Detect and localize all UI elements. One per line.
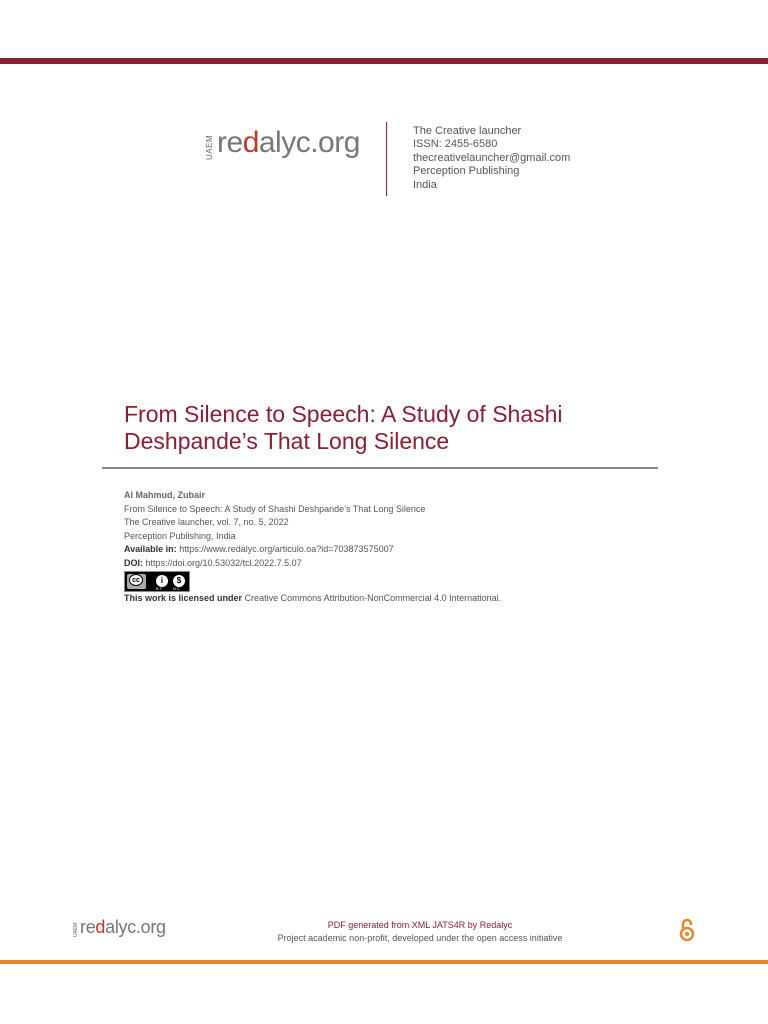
footer-wordmark: redalyc.org bbox=[80, 917, 166, 937]
journal-publisher: Perception Publishing bbox=[413, 165, 520, 178]
doi-link[interactable]: https://doi.org/10.53032/tcl.2022.7.5.07 bbox=[145, 557, 302, 568]
article-author: Al Mahmud, Zubair bbox=[124, 490, 205, 500]
bottom-bar bbox=[0, 960, 768, 964]
top-bar bbox=[0, 58, 768, 64]
footer-redalyc-logo[interactable] bbox=[73, 915, 173, 943]
journal-issn: ISSN: 2455-6580 bbox=[413, 138, 498, 151]
cc-icon: cc bbox=[129, 574, 143, 586]
badge-nc-label: NC bbox=[173, 586, 181, 591]
citation-publisher: Perception Publishing, India bbox=[124, 530, 236, 541]
footer-text bbox=[220, 919, 620, 945]
attribution-icon: i bbox=[155, 574, 169, 588]
journal-email[interactable]: thecreativelauncher@gmail.com bbox=[413, 151, 571, 164]
cc-license-badge[interactable] bbox=[124, 571, 190, 592]
article-metadata bbox=[124, 489, 425, 570]
uaem-label: UAEM bbox=[205, 134, 214, 160]
doi: DOI: https://doi.org/10.53032/tcl.2022.7.5.07 bbox=[124, 557, 302, 568]
badge-by-label: BY bbox=[156, 586, 164, 591]
license-lead: This work is licensed under bbox=[124, 593, 243, 603]
available-link[interactable]: https://www.redalyc.org/articulo.oa?id=703873575007 bbox=[179, 544, 394, 554]
title-rule bbox=[102, 467, 658, 469]
footer-project: Project academic non-profit, developed under the open access initiative bbox=[277, 933, 563, 943]
license-statement bbox=[124, 593, 501, 603]
journal-info bbox=[413, 125, 570, 192]
noncommercial-icon: $ bbox=[172, 574, 186, 588]
available-in: Available in: https://www.redalyc.org/articulo.oa?id=703873575007 bbox=[124, 544, 394, 554]
footer-generated: PDF generated from XML JATS4R by Redalyc bbox=[327, 920, 513, 930]
footer-uaem-label: UAEM bbox=[73, 922, 79, 937]
journal-country: India bbox=[413, 178, 437, 191]
citation-title: From Silence to Speech: A Study of Shashi Deshpande’s That Long Silence bbox=[124, 503, 426, 514]
open-access-icon bbox=[678, 918, 696, 942]
header-divider bbox=[386, 122, 387, 196]
redalyc-logo[interactable] bbox=[203, 118, 373, 168]
article-title: From Silence to Speech: A Study of Shashi Deshpande’s That Long Silence bbox=[124, 401, 563, 454]
license-link[interactable]: Creative Commons Attribution-NonCommercial 4.0 International. bbox=[244, 593, 502, 603]
citation-journal: The Creative launcher, vol. 7, no. 5, 2022 bbox=[124, 517, 289, 527]
journal-name: The Creative launcher bbox=[413, 125, 522, 137]
redalyc-wordmark: redalyc.org bbox=[217, 126, 360, 159]
